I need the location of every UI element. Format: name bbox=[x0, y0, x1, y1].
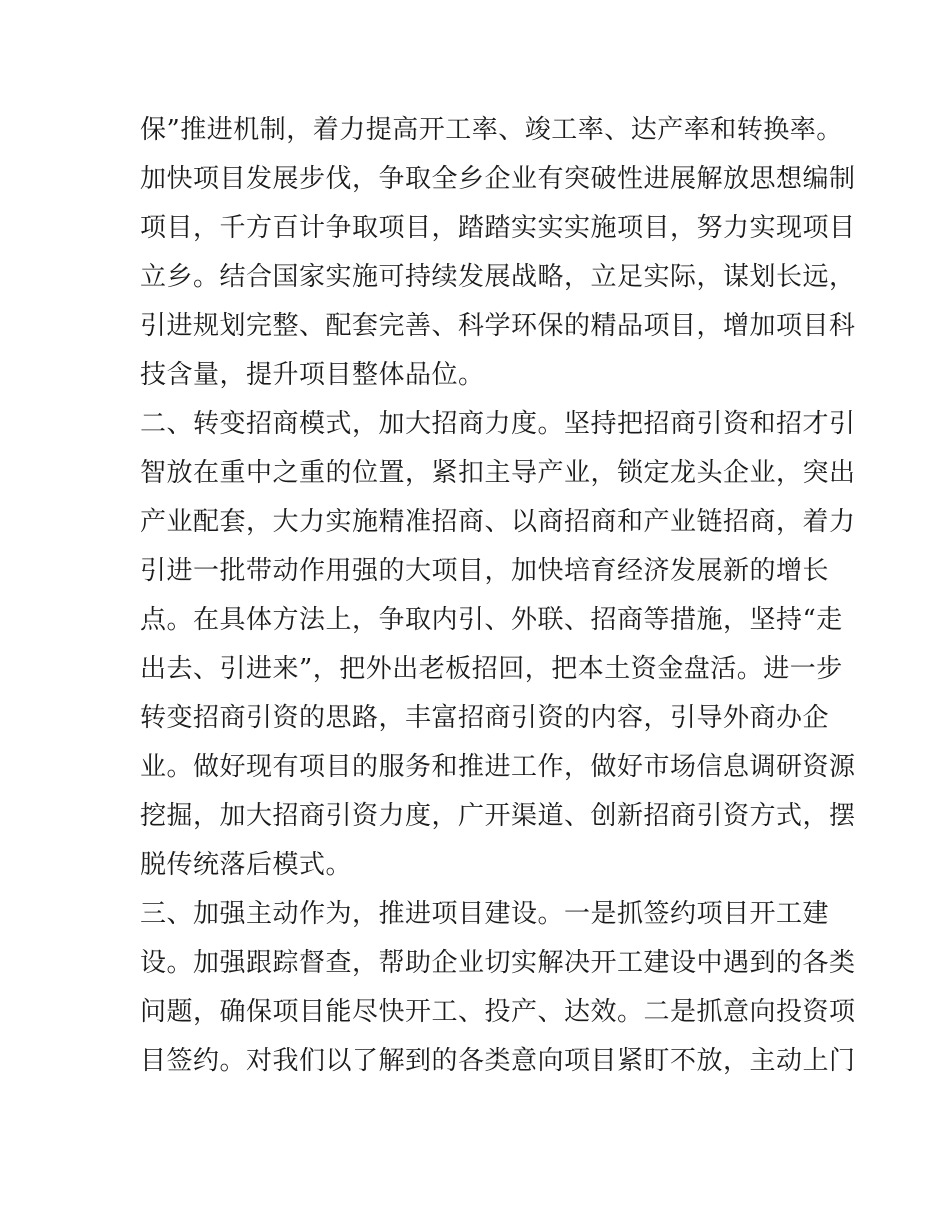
text-line: 点。在具体方法上，争取内引、外联、招商等措施，坚持“走 bbox=[140, 605, 843, 635]
text-line: 产业配套，大力实施精准招商、以商招商和产业链招商，着力 bbox=[140, 507, 856, 537]
text-line: 转变招商引资的思路，丰富招商引资的内容，引导外商办企 bbox=[140, 703, 830, 733]
text-line: 目签约。对我们以了解到的各类意向项目紧盯不放，主动上门 bbox=[140, 1046, 856, 1076]
text-line: 保”推进机制，着力提高开工率、竣工率、达产率和转换率。 bbox=[140, 115, 843, 145]
text-line: 技含量，提升项目整体品位。 bbox=[140, 360, 485, 390]
text-line: 脱传统落后模式。 bbox=[140, 850, 353, 880]
text-line: 设。加强跟踪督查，帮助企业切实解决开工建设中遇到的各类 bbox=[140, 948, 856, 978]
text-line: 引进规划完整、配套完善、科学环保的精品项目，增加项目科 bbox=[140, 311, 856, 341]
section-heading-line: 三、加强主动作为，推进项目建设。一是抓签约项目开工建 bbox=[140, 899, 830, 929]
text-line: 出去、引进来”，把外出老板招回，把本土资金盘活。进一步 bbox=[140, 654, 843, 684]
text-line: 立乡。结合国家实施可持续发展战略，立足实际，谋划长远， bbox=[140, 262, 856, 292]
text-line: 引进一批带动作用强的大项目，加快培育经济发展新的增长 bbox=[140, 556, 830, 586]
text-line: 项目，千方百计争取项目，踏踏实实实施项目，努力实现项目 bbox=[140, 213, 856, 243]
document-body bbox=[140, 106, 856, 1086]
text-line: 挖掘，加大招商引资力度，广开渠道、创新招商引资方式，摆 bbox=[140, 801, 856, 831]
text-line: 问题，确保项目能尽快开工、投产、达效。二是抓意向投资项 bbox=[140, 997, 856, 1027]
text-line: 业。做好现有项目的服务和推进工作，做好市场信息调研资源 bbox=[140, 752, 856, 782]
section-heading-line: 二、转变招商模式，加大招商力度。坚持把招商引资和招才引 bbox=[140, 409, 856, 439]
text-line: 智放在重中之重的位置，紧扣主导产业，锁定龙头企业，突出 bbox=[140, 458, 856, 488]
text-line: 加快项目发展步伐，争取全乡企业有突破性进展解放思想编制 bbox=[140, 164, 856, 194]
